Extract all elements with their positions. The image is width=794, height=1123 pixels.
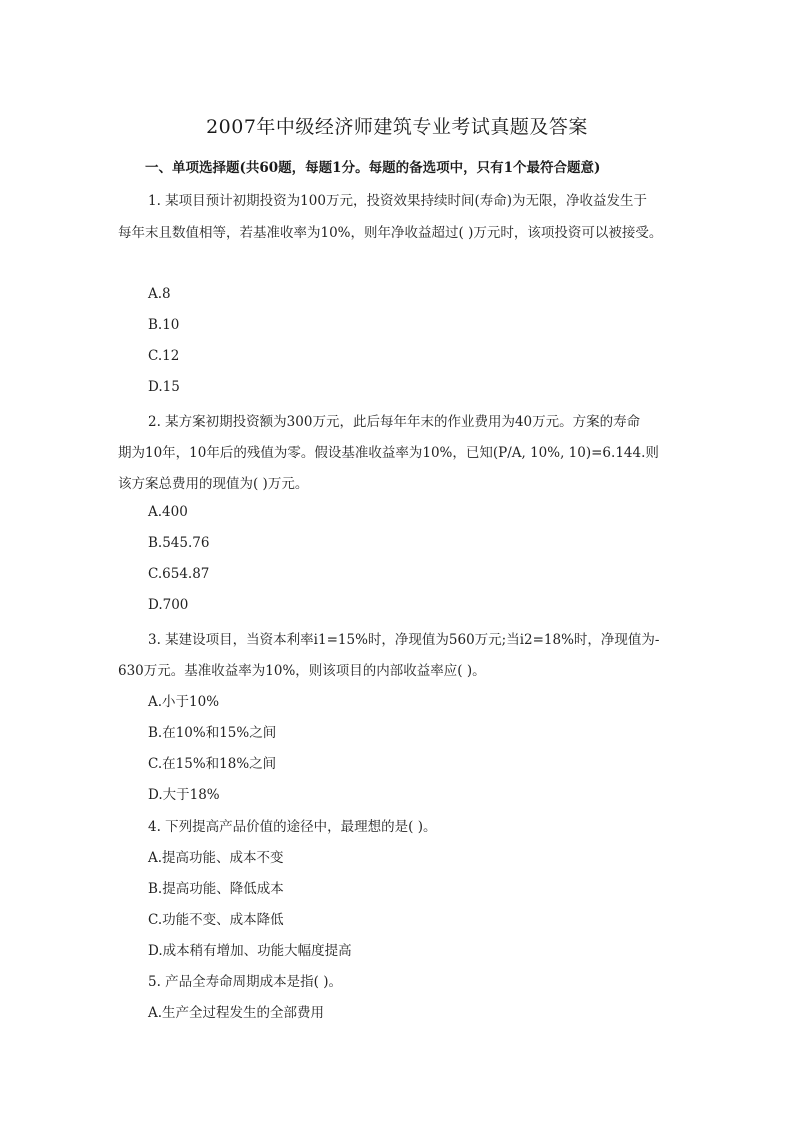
- question-2-option-d: D.700: [148, 597, 189, 613]
- question-1-option-c: C.12: [148, 348, 180, 364]
- question-4-option-c: C.功能不变、成本降低: [148, 912, 284, 928]
- question-5-option-a: A.生产全过程发生的全部费用: [148, 1005, 325, 1021]
- question-2-line-2: 期为10年，10年后的残值为零。假设基准收益率为10%，已知(P/A, 10%, 10)=6.144.则: [118, 445, 659, 461]
- question-1-option-d: D.15: [148, 379, 180, 395]
- question-4-option-d: D.成本稍有增加、功能大幅度提高: [148, 943, 352, 959]
- question-3-option-a: A.小于10%: [148, 694, 220, 710]
- section-heading: 一、单项选择题(共60题，每题1分。每题的备选项中，只有1个最符合题意): [145, 160, 601, 176]
- question-2-option-a: A.400: [148, 504, 188, 520]
- question-2-option-c: C.654.87: [148, 566, 210, 582]
- question-4-option-a: A.提高功能、成本不变: [148, 850, 284, 866]
- question-2-line-3: 该方案总费用的现值为( )万元。: [118, 476, 309, 492]
- question-1-line-2: 每年末且数值相等，若基准收率为10%，则年净收益超过( )万元时，该项投资可以被接受。: [118, 225, 663, 241]
- question-2-line-1: 2. 某方案初期投资额为300万元，此后每年年末的作业费用为40万元。方案的寿命: [148, 414, 641, 430]
- question-1-option-a: A.8: [148, 286, 171, 302]
- question-2-option-b: B.545.76: [148, 535, 210, 551]
- question-1-option-b: B.10: [148, 317, 180, 333]
- question-3-option-b: B.在10%和15%之间: [148, 725, 277, 741]
- document-title: 2007年中级经济师建筑专业考试真题及答案: [206, 116, 588, 138]
- question-3-line-2: 630万元。基准收益率为10%，则该项目的内部收益率应( )。: [118, 663, 486, 679]
- question-3-option-d: D.大于18%: [148, 787, 220, 803]
- question-3-option-c: C.在15%和18%之间: [148, 756, 277, 772]
- question-5-line-1: 5. 产品全寿命周期成本是指( )。: [148, 974, 342, 990]
- question-4-option-b: B.提高功能、降低成本: [148, 881, 284, 897]
- question-4-line-1: 4. 下列提高产品价值的途径中，最理想的是( )。: [148, 819, 437, 835]
- question-1-line-1: 1. 某项目预计初期投资为100万元，投资效果持续时间(寿命)为无限，净收益发生于: [148, 193, 647, 209]
- question-3-line-1: 3. 某建设项目，当资本利率i1=15%时，净现值为560万元;当i2=18%时，净现值为-: [148, 632, 660, 648]
